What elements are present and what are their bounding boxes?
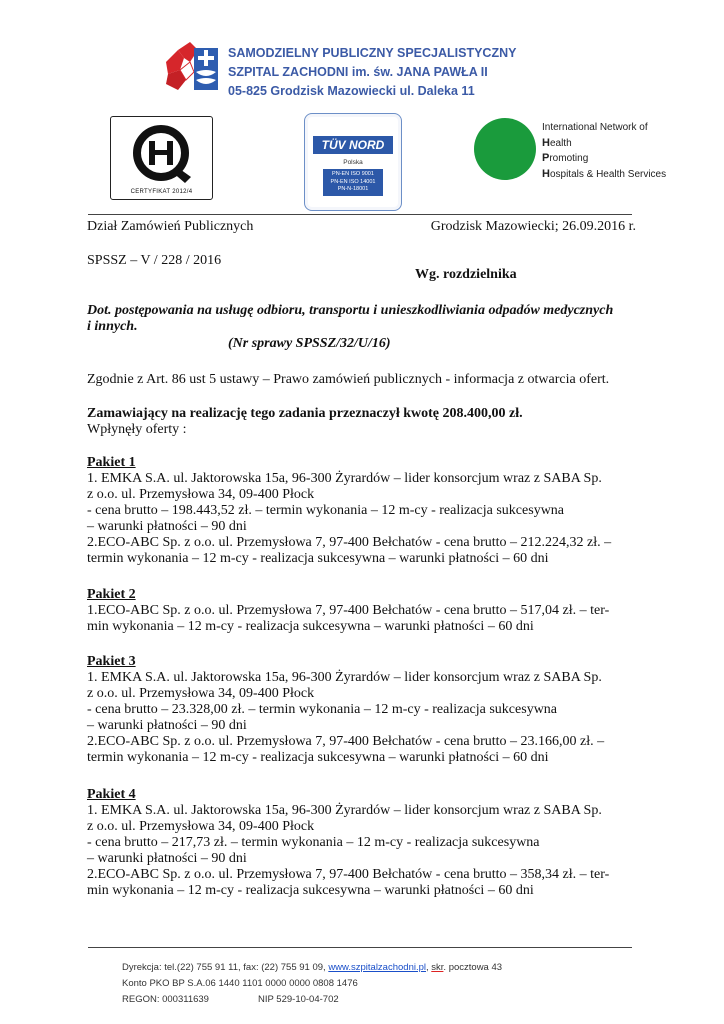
package-title: Pakiet 1 <box>87 455 136 470</box>
hospital-name <box>228 44 516 101</box>
package-line: – warunki płatności – 90 dni <box>87 851 247 866</box>
package-line: min wykonania – 12 m-cy - realizacja sukcesywna – warunki płatności – 60 dni <box>87 883 534 898</box>
subject-line: i innych. <box>87 319 138 334</box>
hospital-address: 05-825 Grodzisk Mazowiecki ul. Daleka 11 <box>228 84 475 98</box>
tuv-norm: PN-EN ISO 9001 <box>332 171 374 177</box>
package-line: - cena brutto – 217,73 zł. – termin wykonania – 12 m-cy - realizacja sukcesywna <box>87 835 540 850</box>
addressee: Wg. rozdzielnika <box>415 267 517 282</box>
package-line: 2.ECO-ABC Sp. z o.o. ul. Przemysłowa 7, 97-400 Bełchatów - cena brutto – 23.166,00 zł. – <box>87 734 605 749</box>
hph-line: Promoting <box>542 152 589 164</box>
footer-contact: Dyrekcja: tel.(22) 755 91 11, fax: (22) 755 91 09, www.szpitalzachodni.pl, skr. pocztowa 43 <box>122 962 503 973</box>
package-line: – warunki płatności – 90 dni <box>87 519 247 534</box>
tuv-norm: PN-N-18001 <box>337 186 369 192</box>
package-line: 1. EMKA S.A. ul. Jaktorowska 15a, 96-300 Żyrardów – lider konsorcjum wraz z SABA Sp. <box>87 670 602 685</box>
footer-regon: REGON: 000311639 <box>122 994 209 1005</box>
hph-line: Health <box>542 136 572 149</box>
department: Dział Zamówień Publicznych <box>87 219 254 234</box>
tuv-nord-certificate-badge <box>304 113 402 211</box>
cert-caption: CERTYFIKAT 2012/4 <box>130 189 193 195</box>
reference-number: SPSSZ – V / 228 / 2016 <box>87 253 222 268</box>
header-divider <box>88 214 632 215</box>
quality-certificate-badge <box>110 116 213 200</box>
legal-basis: Zgodnie z Art. 86 ust 5 ustawy – Prawo zamówień publicznych - informacja z otwarcia ofert. <box>87 372 610 387</box>
package-title: Pakiet 4 <box>87 787 136 802</box>
website-link[interactable]: www.szpitalzachodni.pl <box>328 962 426 973</box>
hospital-name-line2: SZPITAL ZACHODNI im. św. JANA PAWŁA II <box>228 65 488 79</box>
package-line: - cena brutto – 23.328,00 zł. – termin wykonania – 12 m-cy - realizacja sukcesywna <box>87 702 558 717</box>
package-line: termin wykonania – 12 m-cy - realizacja sukcesywna – warunki płatności – 60 dni <box>87 551 549 566</box>
hph-line: International Network of <box>542 122 648 133</box>
package-line: - cena brutto – 198.443,52 zł. – termin wykonania – 12 m-cy - realizacja sukcesywna <box>87 503 565 518</box>
footer-bank-account: Konto PKO BP S.A.06 1440 1101 0000 0000 0808 1476 <box>122 978 358 989</box>
hph-logo-icon <box>474 118 536 180</box>
package-line: 1. EMKA S.A. ul. Jaktorowska 15a, 96-300 Żyrardów – lider konsorcjum wraz z SABA Sp. <box>87 471 602 486</box>
package-line: z o.o. ul. Przemysłowa 34, 09-400 Płock <box>87 686 315 701</box>
hph-line: Hospitals & Health Services <box>542 167 667 180</box>
hospital-name-line1: SAMODZIELNY PUBLICZNY SPECJALISTYCZNY <box>228 46 517 60</box>
package-title: Pakiet 3 <box>87 654 136 669</box>
tuv-norm: PN-EN ISO 14001 <box>330 178 376 185</box>
footer-nip: NIP 529-10-04-702 <box>258 994 339 1005</box>
subject-line: Dot. postępowania na usługę odbioru, transportu i unieszkodliwiania odpadów medycznych <box>87 303 614 318</box>
budget-statement: Zamawiający na realizację tego zadania przeznaczył kwotę 208.400,00 zł. <box>87 406 523 421</box>
package-line: min wykonania – 12 m-cy - realizacja sukcesywna – warunki płatności – 60 dni <box>87 619 534 634</box>
case-number: (Nr sprawy SPSSZ/32/U/16) <box>228 336 391 351</box>
package-line: termin wykonania – 12 m-cy - realizacja sukcesywna – warunki płatności – 60 dni <box>87 750 549 765</box>
package-line: – warunki płatności – 90 dni <box>87 718 247 733</box>
tuv-title: TÜV NORD <box>313 136 393 154</box>
quality-q-icon <box>111 117 212 187</box>
package-line: 2.ECO-ABC Sp. z o.o. ul. Przemysłowa 7, 97-400 Bełchatów - cena brutto – 358,34 zł. – ter- <box>87 867 610 882</box>
tuv-country: Polska <box>343 159 363 166</box>
place-date: Grodzisk Mazowiecki; 26.09.2016 r. <box>430 219 636 234</box>
hph-network-name <box>542 120 666 182</box>
package-line: 1.ECO-ABC Sp. z o.o. ul. Przemysłowa 7, 97-400 Bełchatów - cena brutto – 517,04 zł. – ter- <box>87 603 610 618</box>
offers-received: Wpłynęły oferty : <box>87 422 187 437</box>
package-title: Pakiet 2 <box>87 587 136 602</box>
package-line: 1. EMKA S.A. ul. Jaktorowska 15a, 96-300 Żyrardów – lider konsorcjum wraz z SABA Sp. <box>87 803 602 818</box>
hospital-logo-icon <box>160 40 222 96</box>
package-line: 2.ECO-ABC Sp. z o.o. ul. Przemysłowa 7, 97-400 Bełchatów - cena brutto – 212.224,32 zł. – <box>87 535 612 550</box>
package-line: z o.o. ul. Przemysłowa 34, 09-400 Płock <box>87 819 315 834</box>
tuv-norms <box>323 169 383 196</box>
package-line: z o.o. ul. Przemysłowa 34, 09-400 Płock <box>87 487 315 502</box>
footer-divider <box>88 947 632 948</box>
